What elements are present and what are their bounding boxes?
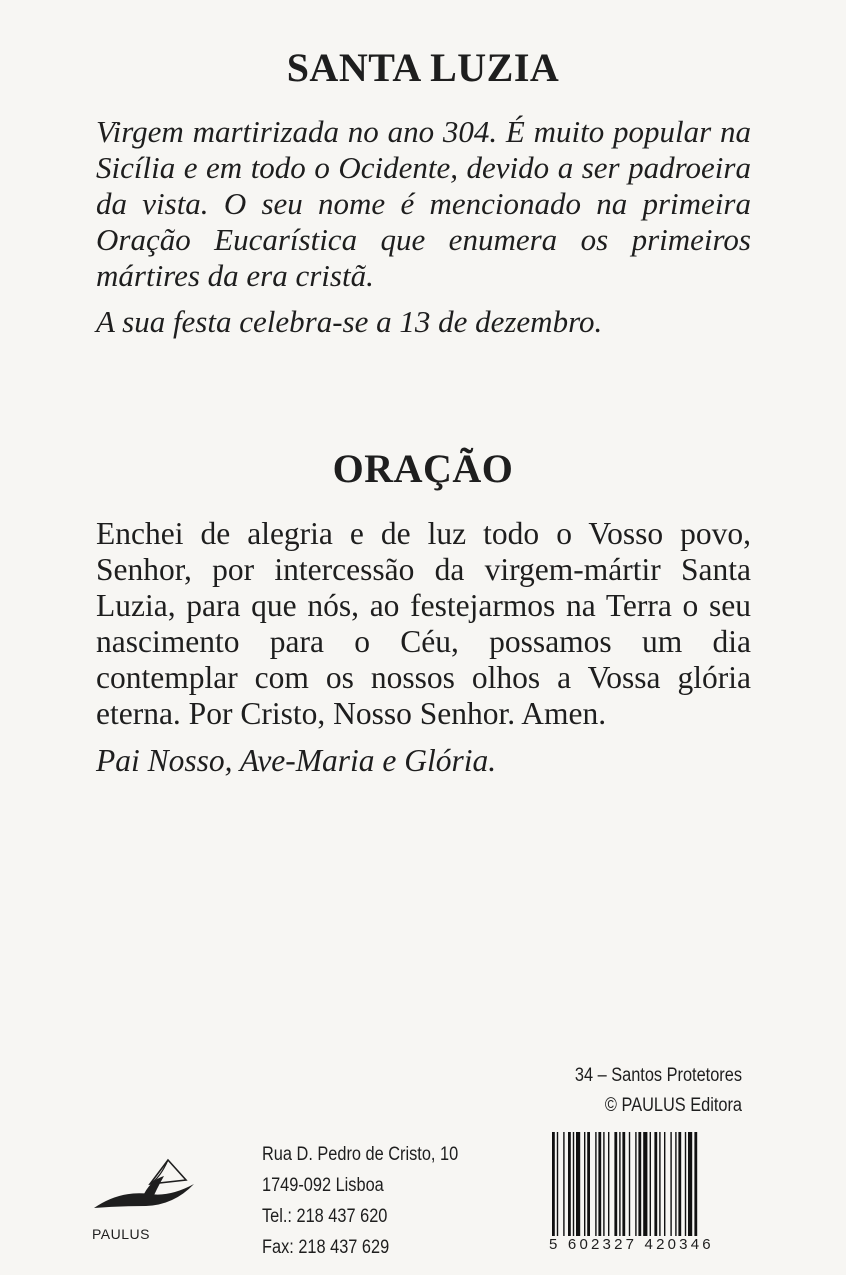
copyright-label: © PAULUS Editora xyxy=(604,1095,742,1116)
address-fax: Fax: 218 437 629 xyxy=(262,1237,390,1258)
prayer-text: Enchei de alegria e de luz todo o Vosso povo, Senhor, por intercessão da virgem-mártir Santa Luzia, para que nós, ao festejarmos na Terra o seu nascimento para o Céu, possamos um dia contemplar com os nossos olhos a Vossa glória eterna. Por Cristo, Nosso Senhor. Amen. xyxy=(96,516,751,731)
barcode-icon xyxy=(548,1130,742,1252)
barcode-number: 5 602327 420346 xyxy=(548,1236,743,1253)
feast-day: A sua festa celebra-se a 13 de dezembro. xyxy=(96,304,603,339)
address-telephone: Tel.: 218 437 620 xyxy=(262,1206,388,1227)
series-label: 34 – Santos Protetores xyxy=(574,1065,742,1086)
address-city: 1749-092 Lisboa xyxy=(262,1175,384,1196)
paulus-logo-icon xyxy=(90,1150,200,1220)
prayer-closing: Pai Nosso, Ave-Maria e Glória. xyxy=(96,743,497,778)
logo-label: PAULUS xyxy=(92,1226,150,1242)
address-street: Rua D. Pedro de Cristo, 10 xyxy=(262,1144,459,1165)
prayer-title: ORAÇÃO xyxy=(332,446,514,491)
saint-title: SANTA LUZIA xyxy=(286,45,560,90)
saint-biography: Virgem martirizada no ano 304. É muito popular na Sicília e em todo o Ocidente, devido a ser padroeira da vista. O seu nome é mencionado na primeira Oração Eucarística que enumera os primeiros mártires da era cristã. xyxy=(96,114,751,293)
